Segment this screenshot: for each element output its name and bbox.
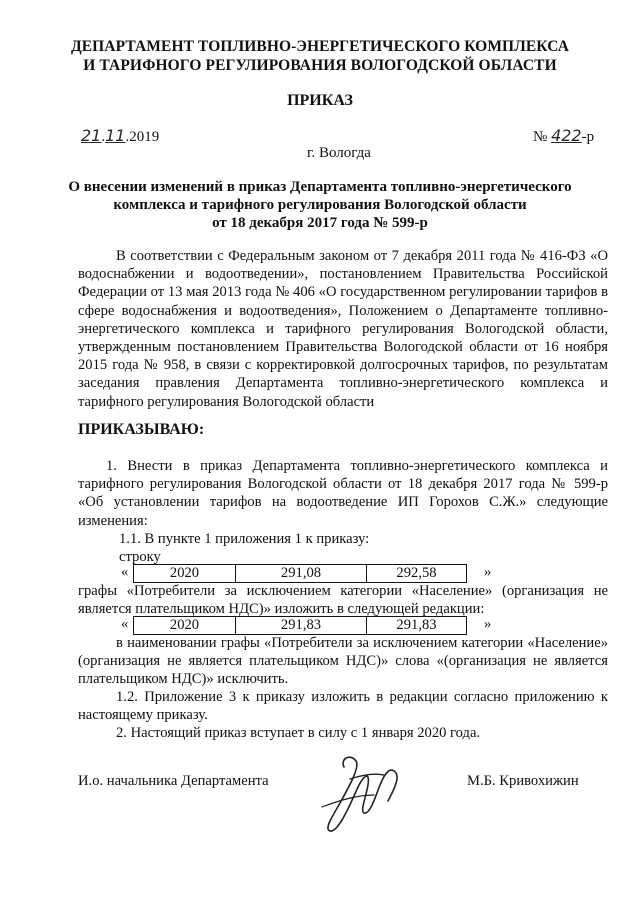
old-year-cell: 2020 [134, 565, 236, 583]
row-label: строку [119, 549, 161, 565]
date-separator: . [101, 129, 106, 145]
new-row-table [133, 616, 467, 635]
signatory-name: М.Б. Кривохижин [467, 773, 579, 789]
old-value1-cell: 291,08 [236, 565, 367, 583]
date-month: 11 [105, 126, 126, 145]
date-day: 21 [81, 126, 102, 145]
old-value2-cell: 292,58 [367, 565, 467, 583]
preamble-paragraph: В соответствии с Федеральным законом от 7 декабря 2011 года № 416-ФЗ «О водоснабжении и водоотведении», постановлением Правительства Российской Федерации от 13 мая 2013 года № 406 «О государственном регулировании тарифов в сфере водоснабжения и водоотведения», Положением о Департаменте топливно-энергетического комплекса и тарифного регулирования Вологодской области, утвержденным постановлением Правительства Вологодской области от 16 ноября 2015 года № 958, в связи с корректировкой долгосрочных тарифов, по результатам заседания правления Департамента топливно-энергетического комплекса и тарифного регулирования Вологодской области [78, 248, 608, 410]
document-number [533, 126, 594, 146]
column-text: графы «Потребители за исключением категории «Население» (организация не является плательщиком НДС)» изложить в следующей редакции: [78, 583, 608, 618]
document-type: ПРИКАЗ [287, 92, 353, 109]
signatory-position: И.о. начальника Департамента [78, 773, 269, 789]
department-name-line1: ДЕПАРТАМЕНТ ТОПЛИВНО-ЭНЕРГЕТИЧЕСКОГО КОМПЛЕКСА [70, 38, 570, 55]
handwritten-signature [310, 745, 430, 840]
rename-text: в наименовании графы «Потребители за исключением категории «Население» (организация не является плательщиком НДС)» слова «(организация не является плательщиком НДС)» исключить. [78, 635, 608, 688]
title-line3: от 18 декабря 2017 года № 599-р [212, 215, 428, 231]
number-prefix: № [533, 129, 548, 145]
item-1-2: 1.2. Приложение 3 к приказу изложить в редакции согласно приложению к настоящему приказу. [78, 689, 608, 724]
quote-open-new: « [121, 616, 129, 632]
new-value2-cell: 291,83 [367, 617, 467, 635]
department-name-line2: И ТАРИФНОГО РЕГУЛИРОВАНИЯ ВОЛОГОДСКОЙ ОБЛАСТИ [83, 57, 557, 74]
item-1-1: 1.1. В пункте 1 приложения 1 к приказу: [119, 531, 370, 547]
order-word: ПРИКАЗЫВАЮ: [78, 421, 205, 438]
quote-close-old: » [484, 564, 492, 580]
quote-open-old: « [121, 564, 129, 580]
title-line1: О внесении изменений в приказ Департамента топливно-энергетического [68, 179, 572, 195]
new-value1-cell: 291,83 [236, 617, 367, 635]
new-year-cell: 2020 [134, 617, 236, 635]
number-value: 422 [551, 126, 582, 145]
item-1: 1. Внести в приказ Департамента топливно-энергетического комплекса и тарифного регулирования Вологодской области от 18 декабря 2017 года № 599-р «Об установлении тарифов на водоотведение ИП Горохов С.Ж.» следующие изменения: [78, 458, 608, 529]
document-date [81, 126, 159, 146]
date-year: .2019 [125, 129, 160, 145]
item-2: 2. Настоящий приказ вступает в силу с 1 января 2020 года. [116, 725, 481, 741]
quote-close-new: » [484, 616, 492, 632]
title-line2: комплекса и тарифного регулирования Вологодской области [113, 197, 527, 213]
city: г. Вологда [307, 145, 371, 161]
number-suffix: -р [581, 129, 595, 145]
old-row-table [133, 564, 467, 583]
